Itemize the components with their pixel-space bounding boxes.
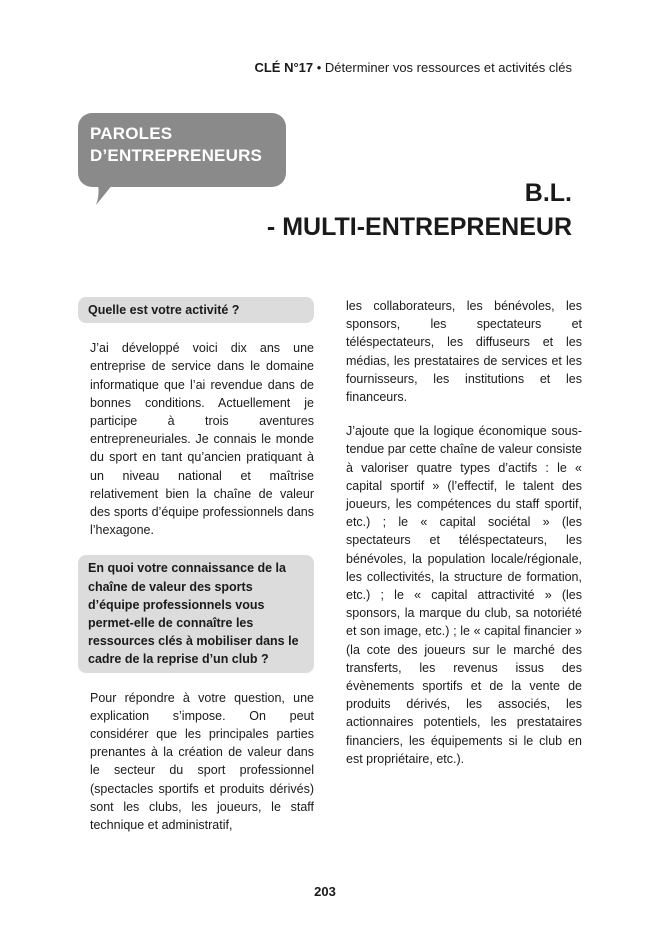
title-line-2: - MULTI-ENTREPRENEUR: [266, 213, 572, 241]
speech-bubble: [78, 113, 286, 213]
question-1: Quelle est votre activité ?: [78, 297, 314, 323]
left-column: [78, 297, 314, 850]
bubble-line-1: PAROLES: [90, 124, 173, 143]
page-number: 203: [314, 884, 336, 899]
answer-1: J’ai développé voici dix ans une entreprise de service dans le domaine informatique que l’ai revendue dans de bonnes conditions. Actuellement je participe à trois aventures entrepreneuriales. Je connais le monde du sport en tant qu’ancien pratiquant à un niveau national et maîtrise relativement bien la chaîne de valeur des sports d’équipe professionnels dans l’hexagone.: [90, 341, 314, 538]
bubble-line-2: D’ENTREPRENEURS: [90, 146, 263, 165]
right-paragraph-2: J’ajoute que la logique économique sous-tendue par cette chaîne de valeur consiste à valoriser quatre types d’actifs : le « capital sportif » (l’effectif, le talent des joueurs, les compétences du staff sportif, etc.) ; le « capital sociétal » (les spectateurs et téléspectateurs, les bénévoles, la population locale/régionale, les collectivités, la structure de formation, etc.) ; le « capital attractivité » (les sponsors, la marque du club, sa notoriété et son image, etc.) ; le « capital financier » (la cote des joueurs sur le marché des transferts, les revenus issus des évènements sportifs et de la vente de produits dérivés, les associés, les actionnaires potentiels, les prestataires financiers, les équipements si le club en est propriétaire, etc.).: [346, 424, 582, 766]
key-label: CLÉ N°17: [254, 60, 314, 75]
title-line-1: B.L.: [524, 179, 572, 207]
running-header: [254, 60, 572, 75]
interview-title: [267, 176, 572, 244]
question-2: En quoi votre connaissance de la chaîne de valeur des sports d’équipe professionnels vous permet-elle de connaître les ressources clés à mobiliser dans le cadre de la reprise d’un club ?: [78, 555, 314, 672]
header-separator: •: [313, 60, 325, 75]
answer-2: Pour répondre à votre question, une explication s’impose. On peut considérer que les principales parties prenantes à la création de valeur dans le secteur du sport professionnel (spectacles sportifs et produits dérivés) sont les clubs, les joueurs, le staff technique et administratif,: [90, 690, 314, 833]
speech-bubble-label: [78, 113, 286, 187]
right-paragraph-1: les collaborateurs, les bénévoles, les sponsors, les spectateurs et téléspectateurs, les diffuseurs et les médias, les prestataires de services et les fournisseurs, les institutions et les financeurs.: [346, 299, 582, 405]
section-title: Déterminer vos ressources et activités clés: [324, 60, 572, 75]
right-column: [346, 297, 582, 784]
